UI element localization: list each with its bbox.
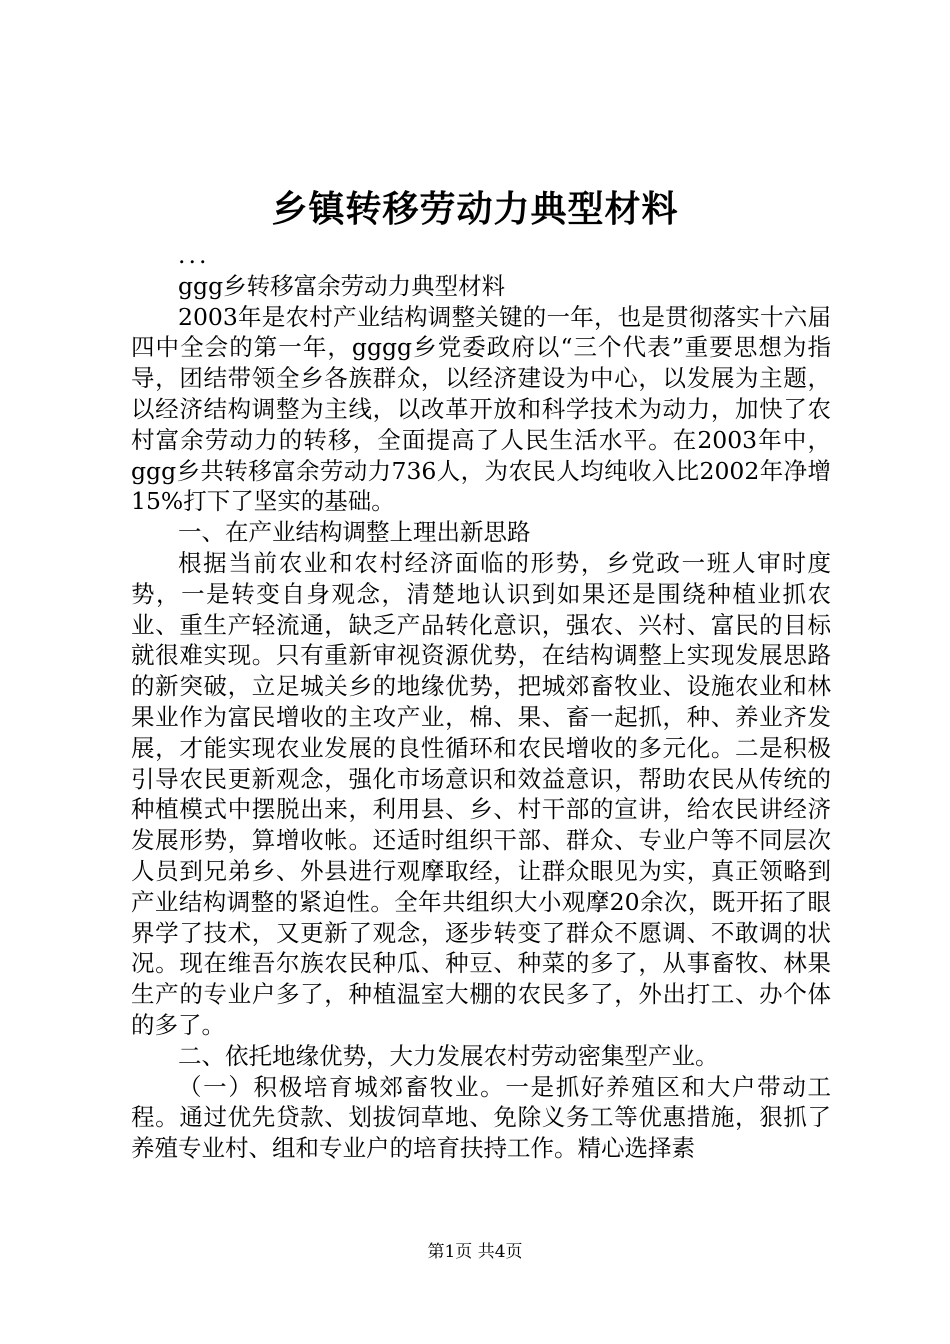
section-heading-2: 二、依托地缘优势，大力发展农村劳动密集型产业。	[178, 1041, 719, 1070]
intro-paragraph: 2003年是农村产业结构调整关键的一年，也是贯彻落实十六届四中全会的第一年，gggg乡党委政府以“三个代表”重要思想为指导，团结带领全乡各族群众，以经济建设为中心，以发展为主题，以经济结构调整为主线，以改革开放和科学技术为动力，加快了农村富余劳动力的转移，全面提高了人民生活水平。在2003年中，ggg乡共转移富余劳动力736人，为农民人均纯收入比2002年净增15%打下了坚实的基础。	[131, 302, 831, 516]
section-1-paragraph: 根据当前农业和农村经济面临的形势，乡党政一班人审时度势，一是转变自身观念，清楚地认识到如果还是围绕种植业抓农业、重生产轻流通，缺乏产品转化意识，强农、兴村、富民的目标就很难实现。只有重新审视资源优势，在结构调整上实现发展思路的新突破，立足城关乡的地缘优势，把城郊畜牧业、设施农业和林果业作为富民增收的主攻产业，棉、果、畜一起抓，种、养业齐发展，才能实现农业发展的良性循环和农民增收的多元化。二是积极引导农民更新观念，强化市场意识和效益意识，帮助农民从传统的种植模式中摆脱出来，利用县、乡、村干部的宣讲，给农民讲经济发展形势，算增收帐。还适时组织干部、群众、专业户等不同层次人员到兄弟乡、外县进行观摩取经，让群众眼见为实，真正领略到产业结构调整的紧迫性。全年共组织大小观摩20余次，既开拓了眼界学了技术，又更新了观念，逐步转变了群众不愿调、不敢调的状况。现在维吾尔族农民种瓜、种豆、种菜的多了，从事畜牧、林果生产的专业户多了，种植温室大棚的农民多了，外出打工、办个体的多了。	[131, 548, 831, 1039]
document-title: 乡镇转移劳动力典型材料	[271, 188, 679, 230]
page-footer: 第1页 共4页	[427, 1242, 523, 1262]
ellipsis-line: ...	[178, 241, 210, 269]
section-heading-1: 一、在产业结构调整上理出新思路	[178, 518, 531, 547]
subtitle-paragraph: ggg乡转移富余劳动力典型材料	[178, 271, 506, 300]
document-body	[131, 240, 831, 1164]
section-2-paragraph: （一）积极培育城郊畜牧业。一是抓好养殖区和大户带动工程。通过优先贷款、划拔饲草地、免除义务工等优惠措施，狠抓了养殖专业村、组和专业户的培育扶持工作。精心选择素	[131, 1072, 831, 1163]
